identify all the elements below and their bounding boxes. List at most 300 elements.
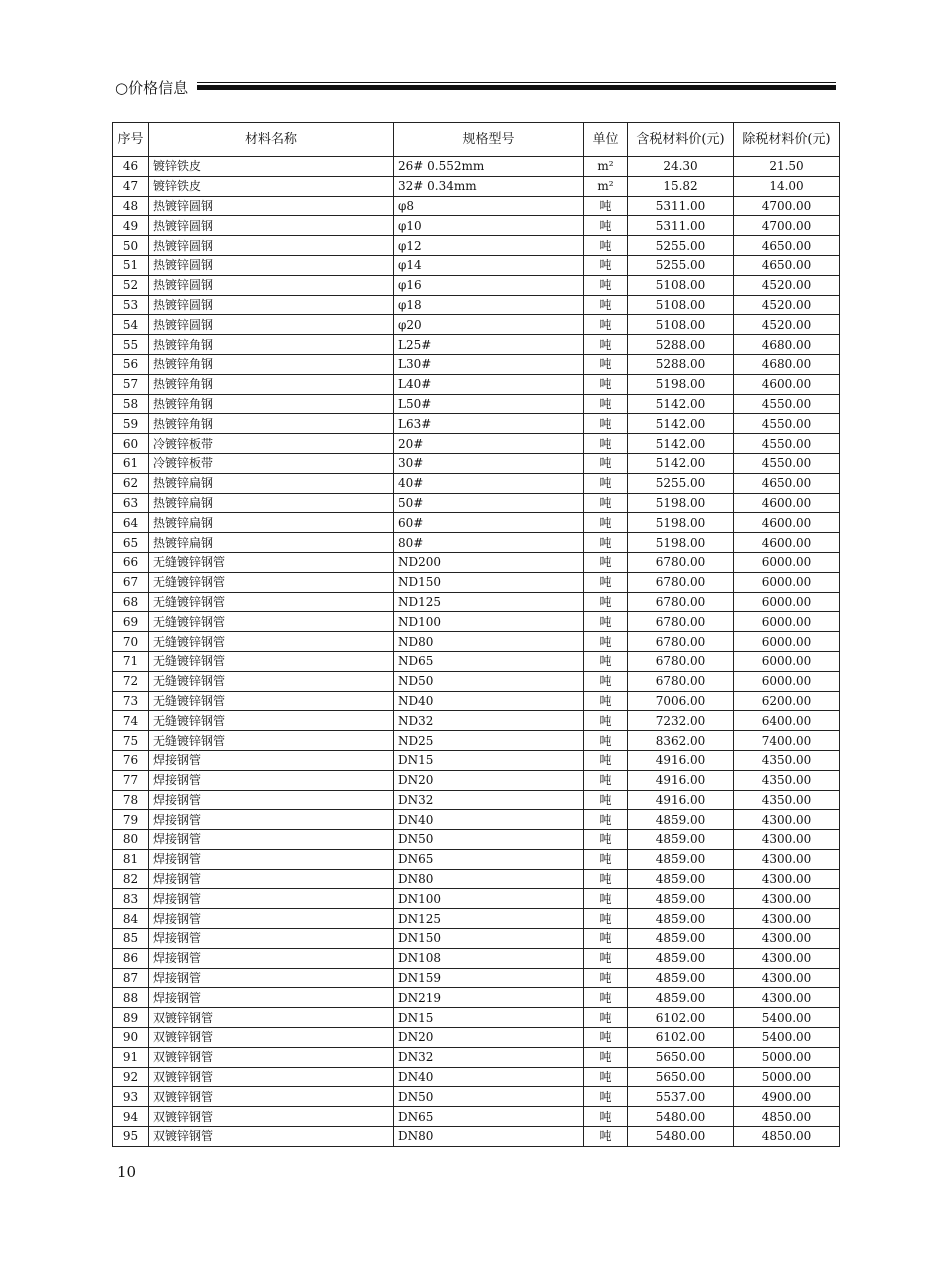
table-row — [113, 236, 840, 256]
cell-unit: 吨 — [584, 612, 628, 632]
cell-price-tax: 5198.00 — [628, 533, 734, 553]
cell-name: 热镀锌圆钢 — [149, 255, 394, 275]
cell-price-tax: 4859.00 — [628, 869, 734, 889]
cell-no: 90 — [113, 1028, 149, 1048]
cell-name: 焊接钢管 — [149, 810, 394, 830]
cell-price-tax: 5650.00 — [628, 1067, 734, 1087]
cell-spec: DN15 — [394, 750, 584, 770]
cell-unit: 吨 — [584, 691, 628, 711]
cell-spec: 50# — [394, 493, 584, 513]
cell-name: 热镀锌扁钢 — [149, 513, 394, 533]
cell-price-notax: 4650.00 — [734, 255, 840, 275]
cell-name: 焊接钢管 — [149, 968, 394, 988]
cell-price-notax: 4650.00 — [734, 236, 840, 256]
cell-unit: 吨 — [584, 1127, 628, 1147]
cell-name: 热镀锌扁钢 — [149, 493, 394, 513]
cell-name: 焊接钢管 — [149, 889, 394, 909]
cell-price-tax: 5142.00 — [628, 414, 734, 434]
cell-unit: 吨 — [584, 1087, 628, 1107]
cell-spec: 20# — [394, 434, 584, 454]
cell-name: 双镀锌钢管 — [149, 1107, 394, 1127]
header-rule-thin — [197, 82, 836, 83]
cell-unit: 吨 — [584, 453, 628, 473]
cell-name: 双镀锌钢管 — [149, 1127, 394, 1147]
cell-no: 72 — [113, 671, 149, 691]
table-row — [113, 572, 840, 592]
cell-price-tax: 5480.00 — [628, 1107, 734, 1127]
cell-price-notax: 5400.00 — [734, 1008, 840, 1028]
cell-name: 双镀锌钢管 — [149, 1087, 394, 1107]
cell-price-notax: 4350.00 — [734, 790, 840, 810]
cell-name: 无缝镀锌钢管 — [149, 592, 394, 612]
cell-unit: 吨 — [584, 255, 628, 275]
cell-price-tax: 5537.00 — [628, 1087, 734, 1107]
cell-name: 焊接钢管 — [149, 948, 394, 968]
cell-unit: 吨 — [584, 1067, 628, 1087]
cell-price-notax: 14.00 — [734, 176, 840, 196]
cell-no: 55 — [113, 335, 149, 355]
cell-unit: 吨 — [584, 1028, 628, 1048]
cell-price-tax: 6780.00 — [628, 651, 734, 671]
cell-unit: 吨 — [584, 790, 628, 810]
cell-no: 73 — [113, 691, 149, 711]
cell-unit: 吨 — [584, 671, 628, 691]
cell-price-tax: 5108.00 — [628, 295, 734, 315]
cell-price-notax: 4300.00 — [734, 889, 840, 909]
cell-price-notax: 4550.00 — [734, 453, 840, 473]
table-row — [113, 889, 840, 909]
cell-name: 焊接钢管 — [149, 770, 394, 790]
cell-no: 78 — [113, 790, 149, 810]
cell-name: 热镀锌圆钢 — [149, 275, 394, 295]
cell-price-notax: 6000.00 — [734, 651, 840, 671]
table-row — [113, 691, 840, 711]
cell-unit: 吨 — [584, 216, 628, 236]
cell-name: 无缝镀锌钢管 — [149, 651, 394, 671]
cell-spec: 26# 0.552mm — [394, 157, 584, 177]
table-row — [113, 592, 840, 612]
table-row — [113, 552, 840, 572]
cell-spec: DN108 — [394, 948, 584, 968]
cell-price-notax: 4550.00 — [734, 394, 840, 414]
cell-unit: 吨 — [584, 592, 628, 612]
cell-name: 无缝镀锌钢管 — [149, 711, 394, 731]
table-row — [113, 988, 840, 1008]
table-row — [113, 830, 840, 850]
table-row — [113, 434, 840, 454]
cell-unit: 吨 — [584, 236, 628, 256]
cell-price-notax: 4300.00 — [734, 830, 840, 850]
table-row — [113, 216, 840, 236]
cell-name: 双镀锌钢管 — [149, 1028, 394, 1048]
cell-spec: ND100 — [394, 612, 584, 632]
cell-spec: DN65 — [394, 1107, 584, 1127]
cell-spec: ND50 — [394, 671, 584, 691]
cell-spec: 32# 0.34mm — [394, 176, 584, 196]
cell-spec: ND40 — [394, 691, 584, 711]
cell-price-tax: 6102.00 — [628, 1008, 734, 1028]
table-row — [113, 790, 840, 810]
cell-spec: DN125 — [394, 909, 584, 929]
cell-price-tax: 6780.00 — [628, 592, 734, 612]
cell-no: 76 — [113, 750, 149, 770]
cell-price-notax: 4350.00 — [734, 770, 840, 790]
cell-price-notax: 4600.00 — [734, 493, 840, 513]
table-row — [113, 473, 840, 493]
cell-spec: DN20 — [394, 1028, 584, 1048]
cell-price-notax: 6400.00 — [734, 711, 840, 731]
cell-price-tax: 5198.00 — [628, 513, 734, 533]
table-row — [113, 1067, 840, 1087]
cell-price-notax: 6000.00 — [734, 592, 840, 612]
cell-name: 无缝镀锌钢管 — [149, 632, 394, 652]
cell-price-tax: 24.30 — [628, 157, 734, 177]
cell-no: 81 — [113, 849, 149, 869]
cell-name: 热镀锌圆钢 — [149, 236, 394, 256]
cell-spec: DN15 — [394, 1008, 584, 1028]
cell-no: 87 — [113, 968, 149, 988]
cell-spec: DN32 — [394, 1047, 584, 1067]
cell-price-tax: 4859.00 — [628, 948, 734, 968]
cell-price-tax: 4916.00 — [628, 790, 734, 810]
cell-name: 焊接钢管 — [149, 869, 394, 889]
cell-no: 63 — [113, 493, 149, 513]
cell-no: 46 — [113, 157, 149, 177]
cell-price-tax: 5142.00 — [628, 394, 734, 414]
cell-spec: DN65 — [394, 849, 584, 869]
cell-unit: 吨 — [584, 968, 628, 988]
cell-unit: 吨 — [584, 810, 628, 830]
cell-price-tax: 7232.00 — [628, 711, 734, 731]
cell-no: 68 — [113, 592, 149, 612]
cell-unit: 吨 — [584, 750, 628, 770]
cell-price-notax: 4700.00 — [734, 216, 840, 236]
cell-price-notax: 4300.00 — [734, 849, 840, 869]
cell-spec: DN150 — [394, 929, 584, 949]
cell-name: 双镀锌钢管 — [149, 1008, 394, 1028]
cell-price-tax: 5108.00 — [628, 275, 734, 295]
cell-price-tax: 6780.00 — [628, 572, 734, 592]
cell-spec: φ14 — [394, 255, 584, 275]
table-row — [113, 1087, 840, 1107]
table-row — [113, 651, 840, 671]
cell-price-notax: 21.50 — [734, 157, 840, 177]
cell-unit: 吨 — [584, 869, 628, 889]
table-row — [113, 493, 840, 513]
cell-spec: φ8 — [394, 196, 584, 216]
cell-price-notax: 4350.00 — [734, 750, 840, 770]
table-row — [113, 731, 840, 751]
cell-spec: DN80 — [394, 1127, 584, 1147]
table-row — [113, 157, 840, 177]
cell-price-tax: 15.82 — [628, 176, 734, 196]
table-row — [113, 948, 840, 968]
cell-unit: 吨 — [584, 948, 628, 968]
cell-name: 热镀锌圆钢 — [149, 295, 394, 315]
cell-no: 77 — [113, 770, 149, 790]
cell-name: 热镀锌扁钢 — [149, 533, 394, 553]
cell-price-notax: 6000.00 — [734, 632, 840, 652]
cell-unit: 吨 — [584, 988, 628, 1008]
cell-price-notax: 6000.00 — [734, 612, 840, 632]
cell-price-notax: 4850.00 — [734, 1127, 840, 1147]
table-row — [113, 810, 840, 830]
cell-no: 94 — [113, 1107, 149, 1127]
cell-unit: 吨 — [584, 196, 628, 216]
table-row — [113, 671, 840, 691]
cell-no: 89 — [113, 1008, 149, 1028]
cell-price-tax: 5255.00 — [628, 473, 734, 493]
cell-name: 热镀锌扁钢 — [149, 473, 394, 493]
cell-unit: 吨 — [584, 354, 628, 374]
cell-price-notax: 4680.00 — [734, 335, 840, 355]
cell-spec: L30# — [394, 354, 584, 374]
cell-no: 85 — [113, 929, 149, 949]
cell-name: 焊接钢管 — [149, 909, 394, 929]
cell-spec: DN40 — [394, 810, 584, 830]
cell-no: 66 — [113, 552, 149, 572]
table-row — [113, 1047, 840, 1067]
page-header — [115, 76, 836, 100]
cell-no: 60 — [113, 434, 149, 454]
table-row — [113, 632, 840, 652]
cell-no: 88 — [113, 988, 149, 1008]
cell-spec: φ10 — [394, 216, 584, 236]
cell-no: 79 — [113, 810, 149, 830]
table-row — [113, 1008, 840, 1028]
cell-price-notax: 4680.00 — [734, 354, 840, 374]
cell-spec: L40# — [394, 374, 584, 394]
cell-price-tax: 4859.00 — [628, 929, 734, 949]
table-row — [113, 513, 840, 533]
cell-price-tax: 4859.00 — [628, 909, 734, 929]
table-body — [113, 157, 840, 1147]
header-row — [113, 123, 840, 157]
table-row — [113, 453, 840, 473]
cell-unit: 吨 — [584, 473, 628, 493]
header-rule-thick — [197, 85, 836, 90]
cell-price-notax: 4900.00 — [734, 1087, 840, 1107]
cell-no: 67 — [113, 572, 149, 592]
cell-unit: 吨 — [584, 632, 628, 652]
cell-name: 热镀锌角钢 — [149, 414, 394, 434]
cell-no: 83 — [113, 889, 149, 909]
table-row — [113, 849, 840, 869]
cell-spec: L25# — [394, 335, 584, 355]
cell-name: 无缝镀锌钢管 — [149, 671, 394, 691]
cell-spec: DN100 — [394, 889, 584, 909]
table-row — [113, 929, 840, 949]
cell-no: 47 — [113, 176, 149, 196]
cell-spec: ND25 — [394, 731, 584, 751]
table-row — [113, 255, 840, 275]
cell-spec: DN159 — [394, 968, 584, 988]
cell-price-notax: 4520.00 — [734, 295, 840, 315]
col-header-price-notax: 除税材料价(元) — [734, 123, 840, 157]
cell-spec: ND200 — [394, 552, 584, 572]
cell-price-notax: 6200.00 — [734, 691, 840, 711]
cell-spec: φ20 — [394, 315, 584, 335]
cell-name: 热镀锌圆钢 — [149, 315, 394, 335]
cell-price-notax: 4550.00 — [734, 414, 840, 434]
table-row — [113, 750, 840, 770]
cell-price-tax: 5198.00 — [628, 374, 734, 394]
table-row — [113, 335, 840, 355]
cell-spec: 60# — [394, 513, 584, 533]
cell-no: 57 — [113, 374, 149, 394]
cell-name: 无缝镀锌钢管 — [149, 552, 394, 572]
cell-no: 69 — [113, 612, 149, 632]
cell-unit: 吨 — [584, 849, 628, 869]
cell-spec: DN219 — [394, 988, 584, 1008]
cell-unit: m² — [584, 157, 628, 177]
cell-price-tax: 5480.00 — [628, 1127, 734, 1147]
cell-price-tax: 5108.00 — [628, 315, 734, 335]
table-header — [113, 123, 840, 157]
table-row — [113, 909, 840, 929]
cell-name: 焊接钢管 — [149, 849, 394, 869]
cell-price-tax: 5288.00 — [628, 354, 734, 374]
cell-unit: 吨 — [584, 414, 628, 434]
col-header-price-tax: 含税材料价(元) — [628, 123, 734, 157]
cell-price-tax: 6780.00 — [628, 632, 734, 652]
cell-no: 61 — [113, 453, 149, 473]
cell-unit: 吨 — [584, 889, 628, 909]
cell-name: 热镀锌圆钢 — [149, 216, 394, 236]
cell-spec: 30# — [394, 453, 584, 473]
cell-unit: 吨 — [584, 493, 628, 513]
cell-price-notax: 4600.00 — [734, 513, 840, 533]
cell-no: 75 — [113, 731, 149, 751]
cell-spec: DN80 — [394, 869, 584, 889]
cell-unit: 吨 — [584, 572, 628, 592]
col-header-unit: 单位 — [584, 123, 628, 157]
cell-name: 热镀锌圆钢 — [149, 196, 394, 216]
table-row — [113, 612, 840, 632]
cell-price-notax: 4600.00 — [734, 533, 840, 553]
cell-no: 82 — [113, 869, 149, 889]
cell-price-tax: 6780.00 — [628, 612, 734, 632]
cell-price-tax: 5255.00 — [628, 236, 734, 256]
cell-no: 70 — [113, 632, 149, 652]
cell-unit: 吨 — [584, 335, 628, 355]
cell-price-notax: 5000.00 — [734, 1047, 840, 1067]
cell-price-notax: 5000.00 — [734, 1067, 840, 1087]
cell-price-notax: 4700.00 — [734, 196, 840, 216]
cell-spec: ND125 — [394, 592, 584, 612]
cell-price-notax: 4300.00 — [734, 810, 840, 830]
table-row — [113, 1127, 840, 1147]
table-row — [113, 196, 840, 216]
cell-price-tax: 4859.00 — [628, 889, 734, 909]
table-row — [113, 374, 840, 394]
cell-name: 焊接钢管 — [149, 988, 394, 1008]
cell-no: 74 — [113, 711, 149, 731]
cell-price-notax: 4300.00 — [734, 869, 840, 889]
cell-no: 71 — [113, 651, 149, 671]
cell-unit: 吨 — [584, 830, 628, 850]
cell-name: 双镀锌钢管 — [149, 1067, 394, 1087]
cell-price-tax: 4859.00 — [628, 968, 734, 988]
cell-spec: DN40 — [394, 1067, 584, 1087]
cell-no: 84 — [113, 909, 149, 929]
cell-name: 热镀锌角钢 — [149, 374, 394, 394]
cell-unit: 吨 — [584, 374, 628, 394]
cell-spec: 40# — [394, 473, 584, 493]
cell-unit: 吨 — [584, 731, 628, 751]
cell-unit: 吨 — [584, 929, 628, 949]
page-number: 10 — [117, 1163, 137, 1181]
cell-name: 焊接钢管 — [149, 750, 394, 770]
cell-price-notax: 4520.00 — [734, 315, 840, 335]
cell-price-tax: 5198.00 — [628, 493, 734, 513]
table-row — [113, 394, 840, 414]
cell-price-tax: 4916.00 — [628, 750, 734, 770]
cell-no: 56 — [113, 354, 149, 374]
cell-price-tax: 4859.00 — [628, 988, 734, 1008]
cell-no: 59 — [113, 414, 149, 434]
cell-spec: ND80 — [394, 632, 584, 652]
table-row — [113, 1107, 840, 1127]
cell-price-tax: 4859.00 — [628, 849, 734, 869]
cell-no: 95 — [113, 1127, 149, 1147]
cell-price-notax: 4550.00 — [734, 434, 840, 454]
cell-price-tax: 6102.00 — [628, 1028, 734, 1048]
cell-spec: L63# — [394, 414, 584, 434]
cell-name: 无缝镀锌钢管 — [149, 572, 394, 592]
cell-spec: DN50 — [394, 830, 584, 850]
cell-spec: ND150 — [394, 572, 584, 592]
cell-spec: DN50 — [394, 1087, 584, 1107]
cell-unit: 吨 — [584, 394, 628, 414]
cell-price-tax: 5288.00 — [628, 335, 734, 355]
cell-spec: φ12 — [394, 236, 584, 256]
cell-no: 53 — [113, 295, 149, 315]
cell-name: 热镀锌角钢 — [149, 354, 394, 374]
cell-no: 51 — [113, 255, 149, 275]
cell-spec: DN32 — [394, 790, 584, 810]
cell-price-tax: 5142.00 — [628, 453, 734, 473]
cell-price-notax: 4300.00 — [734, 909, 840, 929]
cell-unit: 吨 — [584, 295, 628, 315]
cell-unit: 吨 — [584, 533, 628, 553]
cell-price-tax: 4859.00 — [628, 830, 734, 850]
cell-price-notax: 4520.00 — [734, 275, 840, 295]
cell-name: 冷镀锌板带 — [149, 453, 394, 473]
cell-unit: 吨 — [584, 275, 628, 295]
table-row — [113, 770, 840, 790]
cell-price-notax: 6000.00 — [734, 552, 840, 572]
cell-no: 80 — [113, 830, 149, 850]
cell-price-tax: 4859.00 — [628, 810, 734, 830]
table-row — [113, 1028, 840, 1048]
cell-price-tax: 4916.00 — [628, 770, 734, 790]
cell-no: 92 — [113, 1067, 149, 1087]
cell-price-tax: 8362.00 — [628, 731, 734, 751]
cell-unit: 吨 — [584, 434, 628, 454]
table-row — [113, 295, 840, 315]
cell-no: 86 — [113, 948, 149, 968]
col-header-spec: 规格型号 — [394, 123, 584, 157]
cell-price-tax: 6780.00 — [628, 671, 734, 691]
cell-name: 冷镀锌板带 — [149, 434, 394, 454]
cell-price-tax: 7006.00 — [628, 691, 734, 711]
cell-price-tax: 5142.00 — [628, 434, 734, 454]
cell-unit: 吨 — [584, 651, 628, 671]
cell-name: 焊接钢管 — [149, 790, 394, 810]
table-row — [113, 711, 840, 731]
cell-no: 93 — [113, 1087, 149, 1107]
